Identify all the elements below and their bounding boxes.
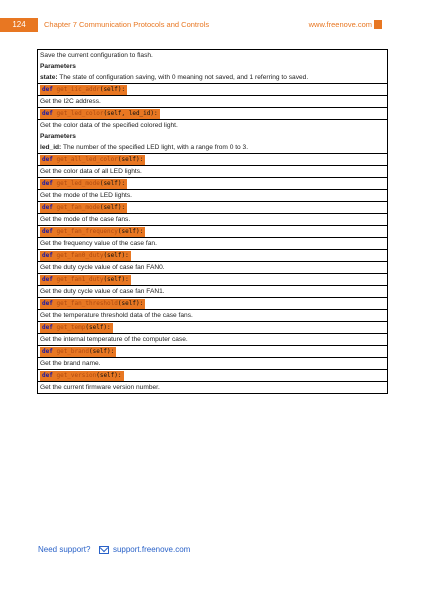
code-signature-row <box>38 202 387 214</box>
code-function-name: get_all_led_color <box>56 156 118 163</box>
code-arguments: (self, led_id): <box>103 110 158 117</box>
code-signature <box>40 109 160 119</box>
parameters-heading: Parameters <box>40 63 76 70</box>
mail-icon <box>99 546 109 554</box>
code-arguments: (self): <box>117 228 144 235</box>
code-function-name: get_fan_frequency <box>56 228 118 235</box>
need-support-text: Need support? <box>38 545 91 554</box>
parameter-name: led_id: <box>40 144 62 151</box>
code-arguments: (self): <box>103 252 129 259</box>
code-signature-row <box>38 226 387 238</box>
page-number: 124 <box>0 18 38 32</box>
description-text: Get the color data of the specified colored light. <box>40 122 178 129</box>
code-signature <box>40 347 116 357</box>
code-signature <box>40 179 127 189</box>
code-arguments: (self): <box>85 324 111 331</box>
description-text: Get the duty cycle value of case fan FAN1. <box>38 286 387 298</box>
parameter-text: The state of configuration saving, with 0 meaning not saved, and 1 referring to saved. <box>57 74 309 81</box>
code-function-name: get_fan1_duty <box>56 276 104 283</box>
description-text: Get the I2C address. <box>38 96 387 108</box>
code-arguments: (self): <box>117 156 144 163</box>
code-signature <box>40 227 145 237</box>
description-text: Get the mode of the LED lights. <box>38 190 387 202</box>
code-function-name: get_fan_mode <box>56 204 100 211</box>
code-function-name: get_led_mode <box>56 180 100 187</box>
code-function-name: get_fan0_duty <box>56 252 104 259</box>
code-keyword: def <box>42 110 53 117</box>
code-arguments: (self): <box>103 276 129 283</box>
code-signature <box>40 251 131 261</box>
code-signature <box>40 299 145 309</box>
code-signature-row <box>38 346 387 358</box>
code-keyword: def <box>42 348 53 355</box>
description-text: Get the current firmware version number. <box>40 384 160 391</box>
code-keyword: def <box>42 300 53 307</box>
description-text: Get the color data of all LED lights. <box>38 166 387 178</box>
code-keyword: def <box>42 252 53 259</box>
description-text: Get the duty cycle value of case fan FAN0. <box>38 262 387 274</box>
parameter-text: The number of the specified LED light, with a range from 0 to 3. <box>61 144 249 151</box>
parameter-name: state: <box>40 74 58 81</box>
code-signature-row <box>38 370 387 382</box>
page-header <box>0 18 424 32</box>
description-text: Get the internal temperature of the computer case. <box>38 334 387 346</box>
code-signature-row <box>38 84 387 96</box>
parameter-description <box>38 72 387 84</box>
code-signature-row <box>38 108 387 120</box>
code-keyword: def <box>42 372 53 379</box>
code-keyword: def <box>42 276 53 283</box>
code-signature-row <box>38 298 387 310</box>
code-function-name: get_version <box>56 372 97 379</box>
code-keyword: def <box>42 86 53 93</box>
code-keyword: def <box>42 156 53 163</box>
code-arguments: (self): <box>99 180 126 187</box>
code-signature <box>40 323 113 333</box>
code-signature <box>40 85 127 95</box>
chapter-title: Chapter 7 Communication Protocols and Controls <box>44 20 210 29</box>
code-function-name: get_fan_threshold <box>56 300 118 307</box>
code-signature-row <box>38 178 387 190</box>
code-keyword: def <box>42 204 53 211</box>
code-signature-row <box>38 274 387 286</box>
site-link[interactable]: www.freenove.com <box>308 20 372 29</box>
code-arguments: (self): <box>99 204 126 211</box>
code-arguments: (self): <box>96 372 122 379</box>
api-reference-table <box>37 49 388 394</box>
parameter-description <box>38 142 387 154</box>
description-text: Get the temperature threshold data of the case fans. <box>38 310 387 322</box>
support-link[interactable]: support.freenove.com <box>112 545 191 554</box>
code-function-name: get_iic_addr <box>56 86 100 93</box>
code-signature <box>40 371 124 381</box>
header-square-icon <box>374 20 382 29</box>
code-signature <box>40 275 131 285</box>
description-text: Save the current configuration to flash. <box>40 52 153 59</box>
code-function-name: get_brand <box>56 348 89 355</box>
code-signature-row <box>38 322 387 334</box>
description-text: Get the mode of the case fans. <box>38 214 387 226</box>
description-text: Get the frequency value of the case fan. <box>38 238 387 250</box>
footer <box>38 545 190 554</box>
code-keyword: def <box>42 228 53 235</box>
code-arguments: (self): <box>88 348 115 355</box>
code-signature <box>40 203 127 213</box>
parameters-heading: Parameters <box>40 133 76 140</box>
code-function-name: get_temp <box>56 324 86 331</box>
code-keyword: def <box>42 324 53 331</box>
code-signature-row <box>38 154 387 166</box>
code-arguments: (self): <box>99 86 126 93</box>
code-arguments: (self): <box>117 300 144 307</box>
code-signature <box>40 155 145 165</box>
code-function-name: get_led_color <box>56 110 104 117</box>
description-text: Get the brand name. <box>38 358 387 370</box>
code-keyword: def <box>42 180 53 187</box>
code-signature-row <box>38 250 387 262</box>
